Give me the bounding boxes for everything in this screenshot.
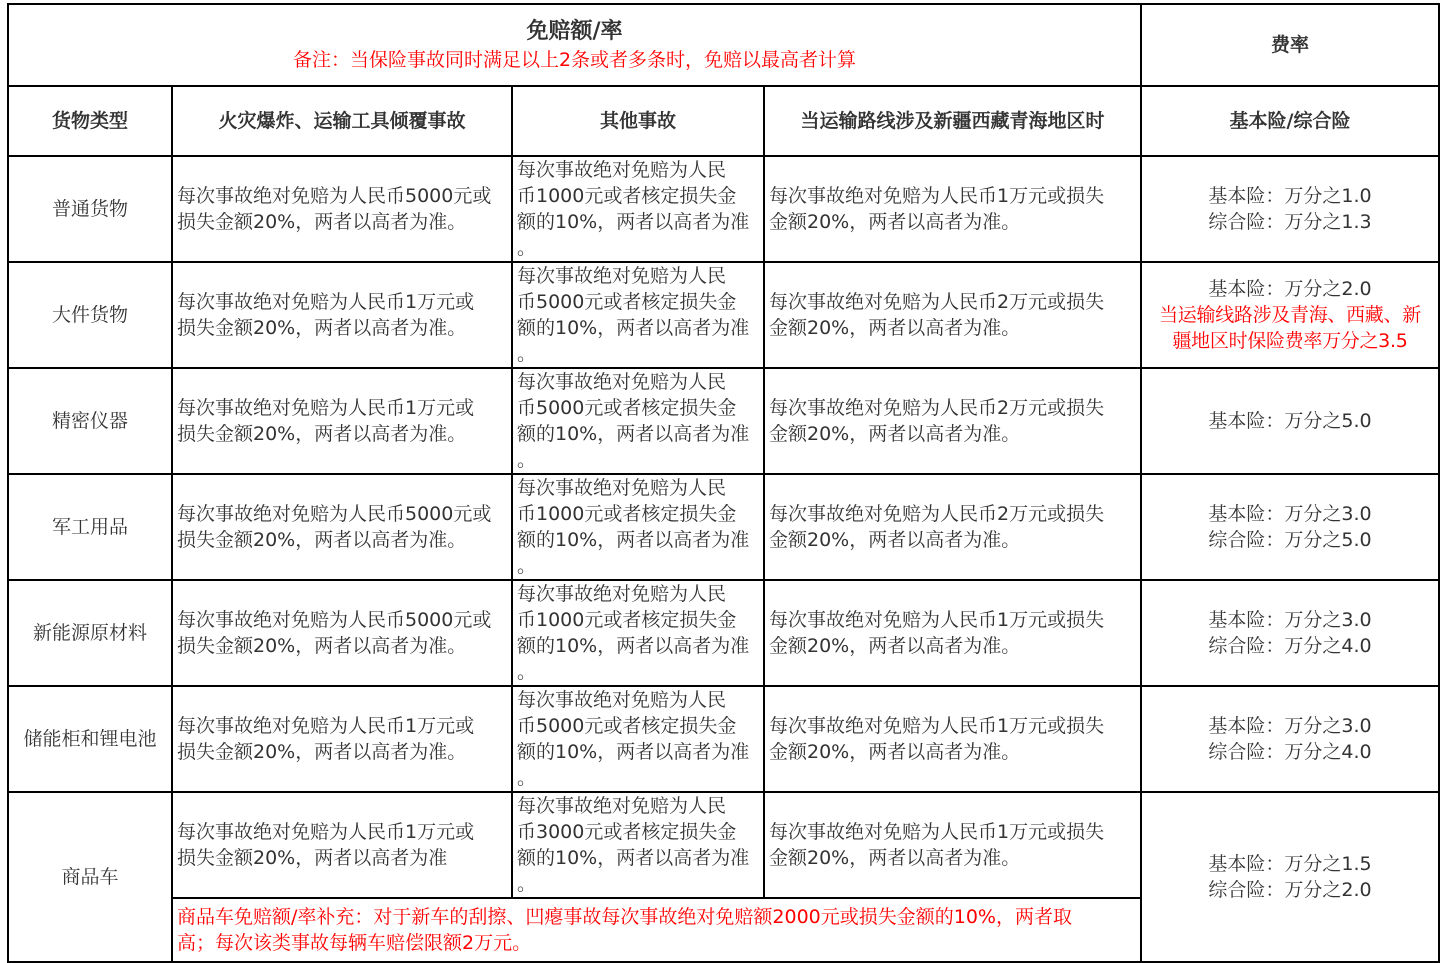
cell-line: 额的10%，两者以高者为准 bbox=[517, 741, 750, 763]
rate-cell bbox=[1141, 580, 1439, 686]
cell-line: 每次事故绝对免赔为人民币1万元或 bbox=[177, 397, 475, 419]
cell-line: 基本险：万分之2.0 bbox=[1208, 278, 1372, 300]
other-deductible bbox=[512, 686, 764, 792]
fire-deductible bbox=[172, 262, 512, 368]
cell-line: 每次事故绝对免赔为人民币1万元或损失 bbox=[769, 715, 1105, 737]
cell-line: 。 bbox=[517, 873, 537, 895]
cell-line: 每次事故绝对免赔为人民 bbox=[517, 371, 727, 393]
cell-line: 综合险：万分之5.0 bbox=[1208, 529, 1372, 551]
cell-line: 额的10%，两者以高者为准 bbox=[517, 529, 750, 551]
cell-line: 每次事故绝对免赔为人民币5000元或 bbox=[177, 609, 492, 631]
cell-line: 损失金额20%，两者以高者为准。 bbox=[177, 529, 467, 551]
cell-line: 综合险：万分之1.3 bbox=[1208, 211, 1372, 233]
other-deductible bbox=[512, 792, 764, 898]
fire-deductible bbox=[172, 474, 512, 580]
cell-line: 每次事故绝对免赔为人民 bbox=[517, 477, 727, 499]
cell-line: 。 bbox=[517, 237, 537, 259]
rate-cell bbox=[1141, 474, 1439, 580]
cell-line: 金额20%，两者以高者为准。 bbox=[769, 423, 1021, 445]
cargo-type: 精密仪器 bbox=[8, 368, 172, 474]
cell-line: 损失金额20%，两者以高者为准。 bbox=[177, 635, 467, 657]
col-header-region: 当运输路线涉及新疆西藏青海地区时 bbox=[764, 86, 1141, 156]
cell-line: 基本险：万分之1.0 bbox=[1208, 185, 1372, 207]
cell-line: 。 bbox=[517, 767, 537, 789]
table-row bbox=[8, 474, 1439, 580]
cell-line: 每次事故绝对免赔为人民币2万元或损失 bbox=[769, 291, 1105, 313]
cell-line: 金额20%，两者以高者为准。 bbox=[769, 317, 1021, 339]
deductible-title: 免赔额/率 bbox=[526, 19, 623, 44]
cell-line: 金额20%，两者以高者为准。 bbox=[769, 211, 1021, 233]
cell-line: 每次事故绝对免赔为人民币1万元或损失 bbox=[769, 821, 1105, 843]
cell-line: 额的10%，两者以高者为准 bbox=[517, 635, 750, 657]
cell-line: 额的10%，两者以高者为准 bbox=[517, 423, 750, 445]
col-header-rate: 基本险/综合险 bbox=[1141, 86, 1439, 156]
rate-cell bbox=[1141, 368, 1439, 474]
cell-line: 基本险：万分之5.0 bbox=[1208, 410, 1372, 432]
title-row bbox=[8, 4, 1439, 86]
cell-line: 损失金额20%，两者以高者为准 bbox=[177, 847, 448, 869]
col-header-other: 其他事故 bbox=[512, 86, 764, 156]
region-deductible bbox=[764, 262, 1141, 368]
other-deductible bbox=[512, 156, 764, 262]
cell-line: 疆地区时保险费率万分之3.5 bbox=[1172, 330, 1408, 352]
cell-line: 金额20%，两者以高者为准。 bbox=[769, 529, 1021, 551]
cell-line: 金额20%，两者以高者为准。 bbox=[769, 847, 1021, 869]
region-deductible bbox=[764, 792, 1141, 898]
cell-line: 金额20%，两者以高者为准。 bbox=[769, 741, 1021, 763]
table-row bbox=[8, 792, 1439, 898]
cell-line: 每次事故绝对免赔为人民币2万元或损失 bbox=[769, 503, 1105, 525]
cargo-type: 军工用品 bbox=[8, 474, 172, 580]
cell-line: 每次事故绝对免赔为人民币1万元或 bbox=[177, 291, 475, 313]
region-deductible bbox=[764, 580, 1141, 686]
cell-line: 损失金额20%，两者以高者为准。 bbox=[177, 423, 467, 445]
cell-line: 每次事故绝对免赔为人民 bbox=[517, 583, 727, 605]
fire-deductible bbox=[172, 686, 512, 792]
cell-line: 每次事故绝对免赔为人民 bbox=[517, 689, 727, 711]
col-header-type: 货物类型 bbox=[8, 86, 172, 156]
cell-line: 每次事故绝对免赔为人民币1万元或 bbox=[177, 715, 475, 737]
cell-line: 每次事故绝对免赔为人民 bbox=[517, 159, 727, 181]
cargo-type: 商品车 bbox=[8, 792, 172, 962]
rate-cell bbox=[1141, 262, 1439, 368]
cell-line: 金额20%，两者以高者为准。 bbox=[769, 635, 1021, 657]
other-deductible bbox=[512, 580, 764, 686]
cell-line: 基本险：万分之1.5 bbox=[1208, 853, 1372, 875]
rate-cell bbox=[1141, 792, 1439, 962]
cell-line: 损失金额20%，两者以高者为准。 bbox=[177, 741, 467, 763]
table-row bbox=[8, 686, 1439, 792]
fire-deductible bbox=[172, 580, 512, 686]
cargo-type: 大件货物 bbox=[8, 262, 172, 368]
rate-cell bbox=[1141, 686, 1439, 792]
cargo-type: 新能源原材料 bbox=[8, 580, 172, 686]
cell-line: 每次事故绝对免赔为人民 bbox=[517, 265, 727, 287]
cargo-type: 普通货物 bbox=[8, 156, 172, 262]
cell-line: 每次事故绝对免赔为人民币5000元或 bbox=[177, 503, 492, 525]
col-header-fire: 火灾爆炸、运输工具倾覆事故 bbox=[172, 86, 512, 156]
cell-line: 基本险：万分之3.0 bbox=[1208, 715, 1372, 737]
fire-deductible bbox=[172, 792, 512, 898]
other-deductible bbox=[512, 474, 764, 580]
table-row bbox=[8, 262, 1439, 368]
table-row bbox=[8, 156, 1439, 262]
cell-line: 每次事故绝对免赔为人民币2万元或损失 bbox=[769, 397, 1105, 419]
cell-line: 。 bbox=[517, 555, 537, 577]
cell-line: 每次事故绝对免赔为人民币1万元或损失 bbox=[769, 609, 1105, 631]
cell-line: 每次事故绝对免赔为人民币1万元或 bbox=[177, 821, 475, 843]
cell-line: 币1000元或者核定损失金 bbox=[517, 609, 737, 631]
cell-line: 币5000元或者核定损失金 bbox=[517, 291, 737, 313]
region-deductible bbox=[764, 156, 1141, 262]
rate-header-cell bbox=[1141, 4, 1439, 86]
column-header-row bbox=[8, 86, 1439, 156]
cell-line: 综合险：万分之2.0 bbox=[1208, 879, 1372, 901]
region-deductible bbox=[764, 368, 1141, 474]
cell-line: 币3000元或者核定损失金 bbox=[517, 821, 737, 843]
cell-line: 额的10%，两者以高者为准 bbox=[517, 211, 750, 233]
cell-line: 币1000元或者核定损失金 bbox=[517, 503, 737, 525]
other-deductible bbox=[512, 262, 764, 368]
vehicle-supplement-note bbox=[172, 898, 1141, 962]
cell-line: 。 bbox=[517, 661, 537, 683]
region-deductible bbox=[764, 474, 1141, 580]
rate-cell bbox=[1141, 156, 1439, 262]
cell-line: 当运输线路涉及青海、西藏、新 bbox=[1159, 304, 1421, 326]
cell-line: 。 bbox=[517, 449, 537, 471]
fire-deductible bbox=[172, 368, 512, 474]
cell-line: 。 bbox=[517, 343, 537, 365]
cell-line: 综合险：万分之4.0 bbox=[1208, 635, 1372, 657]
cell-line: 损失金额20%，两者以高者为准。 bbox=[177, 317, 467, 339]
cell-line: 币5000元或者核定损失金 bbox=[517, 715, 737, 737]
deductible-header-cell bbox=[8, 4, 1141, 86]
cell-line: 综合险：万分之4.0 bbox=[1208, 741, 1372, 763]
cell-line: 币1000元或者核定损失金 bbox=[517, 185, 737, 207]
cell-line: 每次事故绝对免赔为人民币1万元或损失 bbox=[769, 185, 1105, 207]
cell-line: 币5000元或者核定损失金 bbox=[517, 397, 737, 419]
cell-line: 基本险：万分之3.0 bbox=[1208, 609, 1372, 631]
deductible-rate-table bbox=[7, 3, 1440, 963]
fire-deductible bbox=[172, 156, 512, 262]
cell-line: 每次事故绝对免赔为人民 bbox=[517, 795, 727, 817]
cell-line: 商品车免赔额/率补充：对于新车的刮擦、凹瘪事故每次事故绝对免赔额2000元或损失金额的10%，两者取 bbox=[177, 906, 1072, 928]
cell-line: 高；每次该类事故每辆车赔偿限额2万元。 bbox=[177, 932, 532, 954]
deductible-note: 备注：当保险事故同时满足以上2条或者多条时，免赔以最高者计算 bbox=[292, 49, 857, 71]
table-row bbox=[8, 580, 1439, 686]
cell-line: 损失金额20%，两者以高者为准。 bbox=[177, 211, 467, 233]
cell-line: 额的10%，两者以高者为准 bbox=[517, 317, 750, 339]
cell-line: 每次事故绝对免赔为人民币5000元或 bbox=[177, 185, 492, 207]
table-row bbox=[8, 368, 1439, 474]
cargo-type: 储能柜和锂电池 bbox=[8, 686, 172, 792]
region-deductible bbox=[764, 686, 1141, 792]
rate-title: 费率 bbox=[1270, 34, 1309, 56]
cell-line: 额的10%，两者以高者为准 bbox=[517, 847, 750, 869]
other-deductible bbox=[512, 368, 764, 474]
cell-line: 基本险：万分之3.0 bbox=[1208, 503, 1372, 525]
